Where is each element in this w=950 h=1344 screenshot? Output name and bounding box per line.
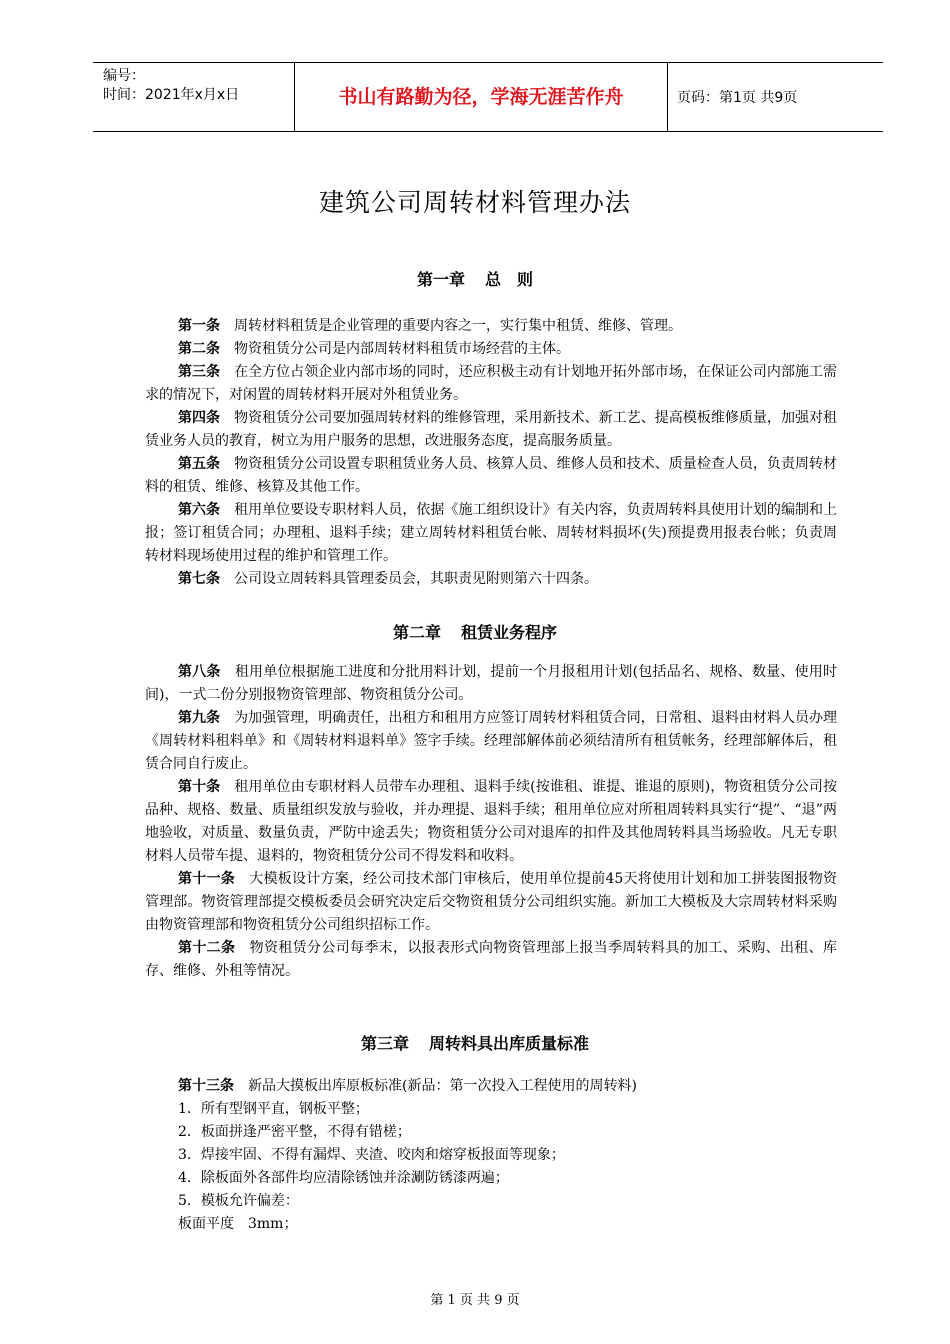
article: 第十条 租用单位由专职材料人员带车办理租、退料手续(按谁租、谁提、谁退的原则)，物资租赁分公司按品种、规格、数量、质量组织发放与验收，并办理提、退料手续；租用单位应对所租周转料具实行“提”、“退”两地验收，对质量、数量负责，严防中途丢失；物资租赁分公司对退库的扣件及其他周转料具当场验收。凡无专职材料人员带车提、退料的，物资租赁分公司不得发料和收料。 <box>145 779 838 864</box>
document-title: 建筑公司周转材料管理办法 <box>318 188 631 217</box>
article: 第九条 为加强管理，明确责任，出租方和租用方应签订周转材料租赁合同，日常租、退料由材料人员办理《周转材料租料单》和《周转材料退料单》签字手续。经理部解体前必须结清所有租赁帐务，经理部解体后，租赁合同自行废止。 <box>145 710 838 772</box>
tolerance-line: 板面平度 3mm； <box>178 1216 298 1232</box>
article: 第四条 物资租赁分公司要加强周转材料的维修管理，采用新技术、新工艺、提高模板维修质量，加强对租赁业务人员的教育，树立为用户服务的思想，改进服务态度，提高服务质量。 <box>145 410 838 449</box>
chapter-name: 周转料具出库质量标准 <box>429 1034 590 1053</box>
number-label: 编号： <box>103 68 145 84</box>
article: 第三条 在全方位占领企业内部市场的同时，还应积极主动有计划地开拓外部市场，在保证公司内部施工需求的情况下，对闲置的周转材料开展对外租赁业务。 <box>145 364 838 403</box>
article: 第七条 公司设立周转料具管理委员会，其职责见附则第六十四条。 <box>178 571 598 587</box>
page-footer: 第 1 页 共 9 页 <box>430 1293 520 1308</box>
article: 第十三条 新品大摸板出库原板标准(新品：第一次投入工程使用的周转料) <box>178 1078 637 1094</box>
list-item: 1．所有型钢平直，钢板平整； <box>178 1101 369 1117</box>
article: 第十二条 物资租赁分公司每季末，以报表形式向物资管理部上报当季周转料具的加工、采购、出租、库存、维修、外租等情况。 <box>145 940 838 979</box>
article: 第六条 租用单位要设专职材料人员，依据《施工组织设计》有关内容，负责周转料具使用计划的编制和上报；签订租赁合同；办理租、退料手续；建立周转材料租赁台帐、周转材料损坏(失)预提费用报表台帐；负责周转材料现场使用过程的维护和管理工作。 <box>145 502 838 564</box>
article: 第五条 物资租赁分公司设置专职租赁业务人员、核算人员、维修人员和技术、质量检查人员，负责周转材料的租赁、维修、核算及其他工作。 <box>145 456 838 495</box>
chapter-heading <box>0 1031 950 1054</box>
list-item: 5．模板允许偏差： <box>178 1193 299 1209</box>
list-item: 4．除板面外各部件均应清除锈蚀并涂涮防锈漆两遍； <box>178 1170 509 1186</box>
article: 第八条 租用单位根据施工进度和分批用料计划，提前一个月报租用计划(包括品名、规格、数量、使用时间)，一式二份分别报物资管理部、物资租赁分公司。 <box>145 664 837 703</box>
header-meta <box>103 67 239 105</box>
chapter-1-body <box>145 315 837 591</box>
chapter-number: 第一章 <box>416 270 465 289</box>
chapter-2-body <box>145 661 837 983</box>
chapter-name: 总 则 <box>485 270 534 289</box>
chapter-name: 租赁业务程序 <box>461 623 558 642</box>
list-item: 2．板面拼逢严密平整，不得有错槎； <box>178 1124 411 1140</box>
chapter-number: 第三章 <box>360 1034 409 1053</box>
article: 第十一条 大模板设计方案，经公司技术部门审核后，使用单位提前45天将使用计划和加工拼装图报物资管理部。物资管理部提交模板委员会研究决定后交物资租赁分公司组织实施。新加工大模板及大宗周转材料采购由物资管理部和物资租赁分公司组织招标工作。 <box>145 871 838 933</box>
article: 第二条 物资租赁分公司是内部周转材料租赁市场经营的主体。 <box>178 341 570 357</box>
chapter-heading <box>0 620 950 643</box>
page-info: 页码：第1页 共9页 <box>677 90 798 106</box>
time-line: 时间：2021年x月x日 <box>103 87 240 103</box>
chapter-heading <box>0 267 950 290</box>
document-header <box>93 62 883 132</box>
chapter-number: 第二章 <box>392 623 441 642</box>
chapter-3-body <box>145 1075 837 1236</box>
list-item: 3．焊接牢固、不得有漏焊、夹渣、咬肉和熔穿板报面等现象； <box>178 1147 565 1163</box>
article: 第一条 周转材料租赁是企业管理的重要内容之一，实行集中租赁、维修、管理。 <box>178 318 682 334</box>
header-divider <box>667 63 668 131</box>
motto: 书山有路勤为径，学海无涯苦作舟 <box>338 86 624 108</box>
